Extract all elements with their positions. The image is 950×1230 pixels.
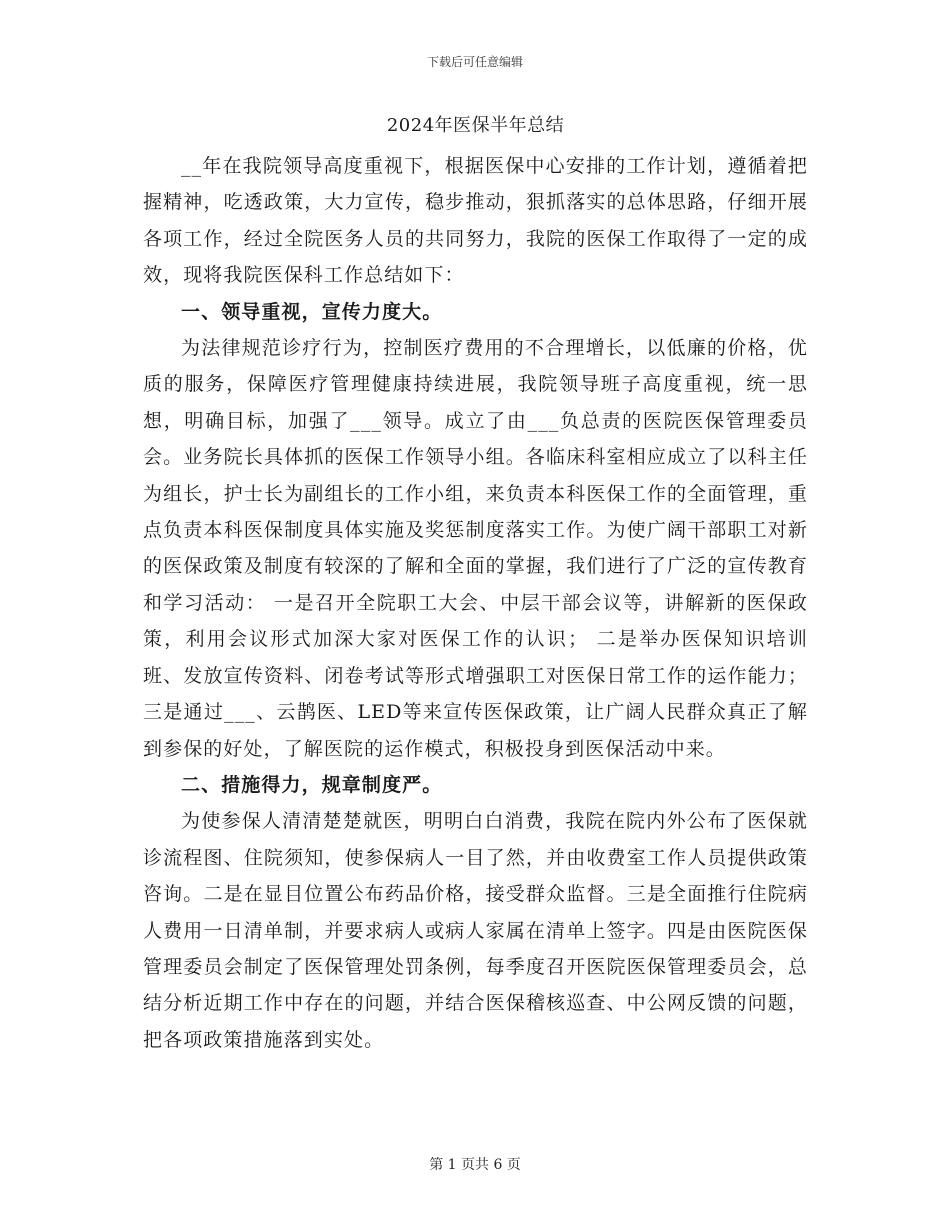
page-footer-number: 第 1 页共 6 页 — [429, 1157, 521, 1173]
document-body — [143, 112, 808, 1058]
section-2-heading: 二、措施得力，规章制度严。 — [181, 773, 443, 796]
intro-paragraph: __年在我院领导高度重视下，根据医保中心安排的工作计划，遵循着把握精神，吃透政策，大力宣传，稳步推动，狠抓落实的总体思路，仔细开展各项工作，经过全院医务人员的共同努力，我院的医保工作取得了一定的成效，现将我院医保科工作总结如下： — [143, 155, 808, 287]
section-1-heading: 一、领导重视，宣传力度大。 — [181, 300, 443, 323]
section-2-body: 为使参保人清清楚楚就医，明明白白消费，我院在院内外公布了医保就诊流程图、住院须知，使参保病人一目了然，并由收费室工作人员提供政策咨询。二是在显目位置公布药品价格，接受群众监督。三是全面推行住院病人费用一日清单制，并要求病人或病人家属在清单上签字。四是由医院医保管理委员会制定了医保管理处罚条例，每季度召开医院医保管理委员会，总结分析近期工作中存在的问题，并结合医保稽核巡查、中公网反馈的问题，把各项政策措施落到实处。 — [143, 810, 808, 1051]
section-1-body: 为法律规范诊疗行为，控制医疗费用的不合理增长，以低廉的价格，优质的服务，保障医疗管理健康持续进展，我院领导班子高度重视，统一思想，明确目标，加强了___领导。成立了由___负总责的医院医保管理委员会。业务院长具体抓的医保工作领导小组。各临床科室相应成立了以科主任为组长，护士长为副组长的工作小组，来负责本科医保工作的全面管理，重点负责本科医保制度具体实施及奖惩制度落实工作。为使广阔干部职工对新的医保政策及制度有较深的了解和全面的掌握，我们进行了广泛的宣传教育和学习活动： 一是召开全院职工大会、中层干部会议等，讲解新的医保政策，利用会议形式加深大家对医保工作的认识； 二是举办医保知识培训班、发放宣传资料、闭卷考试等形式增强职工对医保日常工作的运作能力； 三是通过___、云鹊医、LED等来宣传医保政策，让广阔人民群众真正了解到参保的好处，了解医院的运作模式，积极投身到医保活动中来。 — [143, 337, 808, 760]
page-header-note: 下载后可任意编辑 — [426, 55, 523, 69]
document-title: 2024年医保半年总结 — [386, 115, 565, 136]
